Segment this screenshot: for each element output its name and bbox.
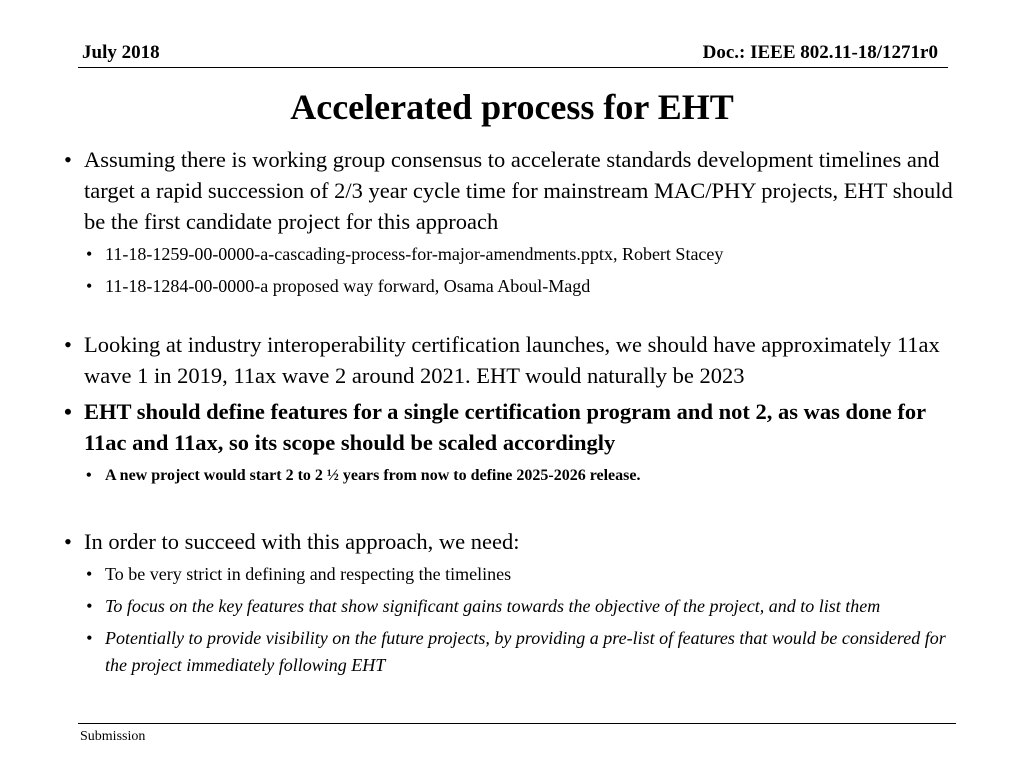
slide-body — [60, 144, 970, 679]
header-divider — [78, 67, 948, 68]
bullet-dot: • — [86, 628, 93, 648]
sub-bullet-4-2-text: To focus on the key features that show significant gains towards the objective of the project, and to list them — [105, 596, 881, 616]
sub-bullet-4-2 — [60, 593, 970, 620]
bullet-4-text: In order to succeed with this approach, we need: — [84, 529, 520, 554]
header-date: July 2018 — [82, 42, 160, 63]
header-doc-id: Doc.: IEEE 802.11-18/1271r0 — [702, 42, 938, 63]
footer-submission: Submission — [80, 729, 146, 744]
bullet-dot: • — [86, 244, 93, 264]
sub-bullet-4-3-text: Potentially to provide visibility on the future projects, by providing a pre-list of features that would be considered for the project immediately following EHT — [105, 628, 946, 675]
bullet-dot: • — [86, 276, 93, 296]
bullet-dot: • — [86, 596, 93, 616]
footer-divider — [78, 723, 956, 724]
bullet-dot: • — [86, 564, 93, 584]
bullet-dot: • — [64, 529, 72, 554]
bullet-2 — [60, 329, 970, 391]
sub-bullet-3-1-text: A new project would start 2 to 2 ½ years from now to define 2025-2026 release. — [105, 467, 641, 484]
bullet-3-text: EHT should define features for a single certification program and not 2, as was done for 11ac and 11ax, so its scope should be scaled accordingly — [84, 399, 926, 455]
sub-bullet-1-2-text: 11-18-1284-00-0000-a proposed way forward, Osama Aboul-Magd — [105, 276, 591, 296]
bullet-1 — [60, 144, 970, 237]
sub-bullet-4-1 — [60, 561, 970, 588]
bullet-4 — [60, 526, 970, 557]
bullet-3 — [60, 396, 970, 458]
sub-bullet-1-2 — [60, 273, 970, 300]
bullet-2-text: Looking at industry interoperability certification launches, we should have approximately 11ax wave 1 in 2019, 11ax wave 2 around 2021. EHT would naturally be 2023 — [84, 332, 940, 388]
bullet-dot: • — [64, 147, 72, 172]
sub-bullet-1-1-text: 11-18-1259-00-0000-a-cascading-process-for-major-amendments.pptx, Robert Stacey — [105, 244, 724, 264]
slide-title: Accelerated process for EHT — [290, 87, 734, 127]
bullet-dot: • — [64, 399, 72, 424]
bullet-1-text: Assuming there is working group consensus to accelerate standards development timelines and target a rapid succession of 2/3 year cycle time for mainstream MAC/PHY projects, EHT should be the first candidate project for this approach — [84, 147, 953, 234]
bullet-dot: • — [86, 467, 92, 484]
sub-bullet-4-3 — [60, 625, 970, 679]
sub-bullet-3-1 — [60, 462, 970, 489]
sub-bullet-4-1-text: To be very strict in defining and respecting the timelines — [105, 564, 512, 584]
bullet-dot: • — [64, 332, 72, 357]
sub-bullet-1-1 — [60, 241, 970, 268]
